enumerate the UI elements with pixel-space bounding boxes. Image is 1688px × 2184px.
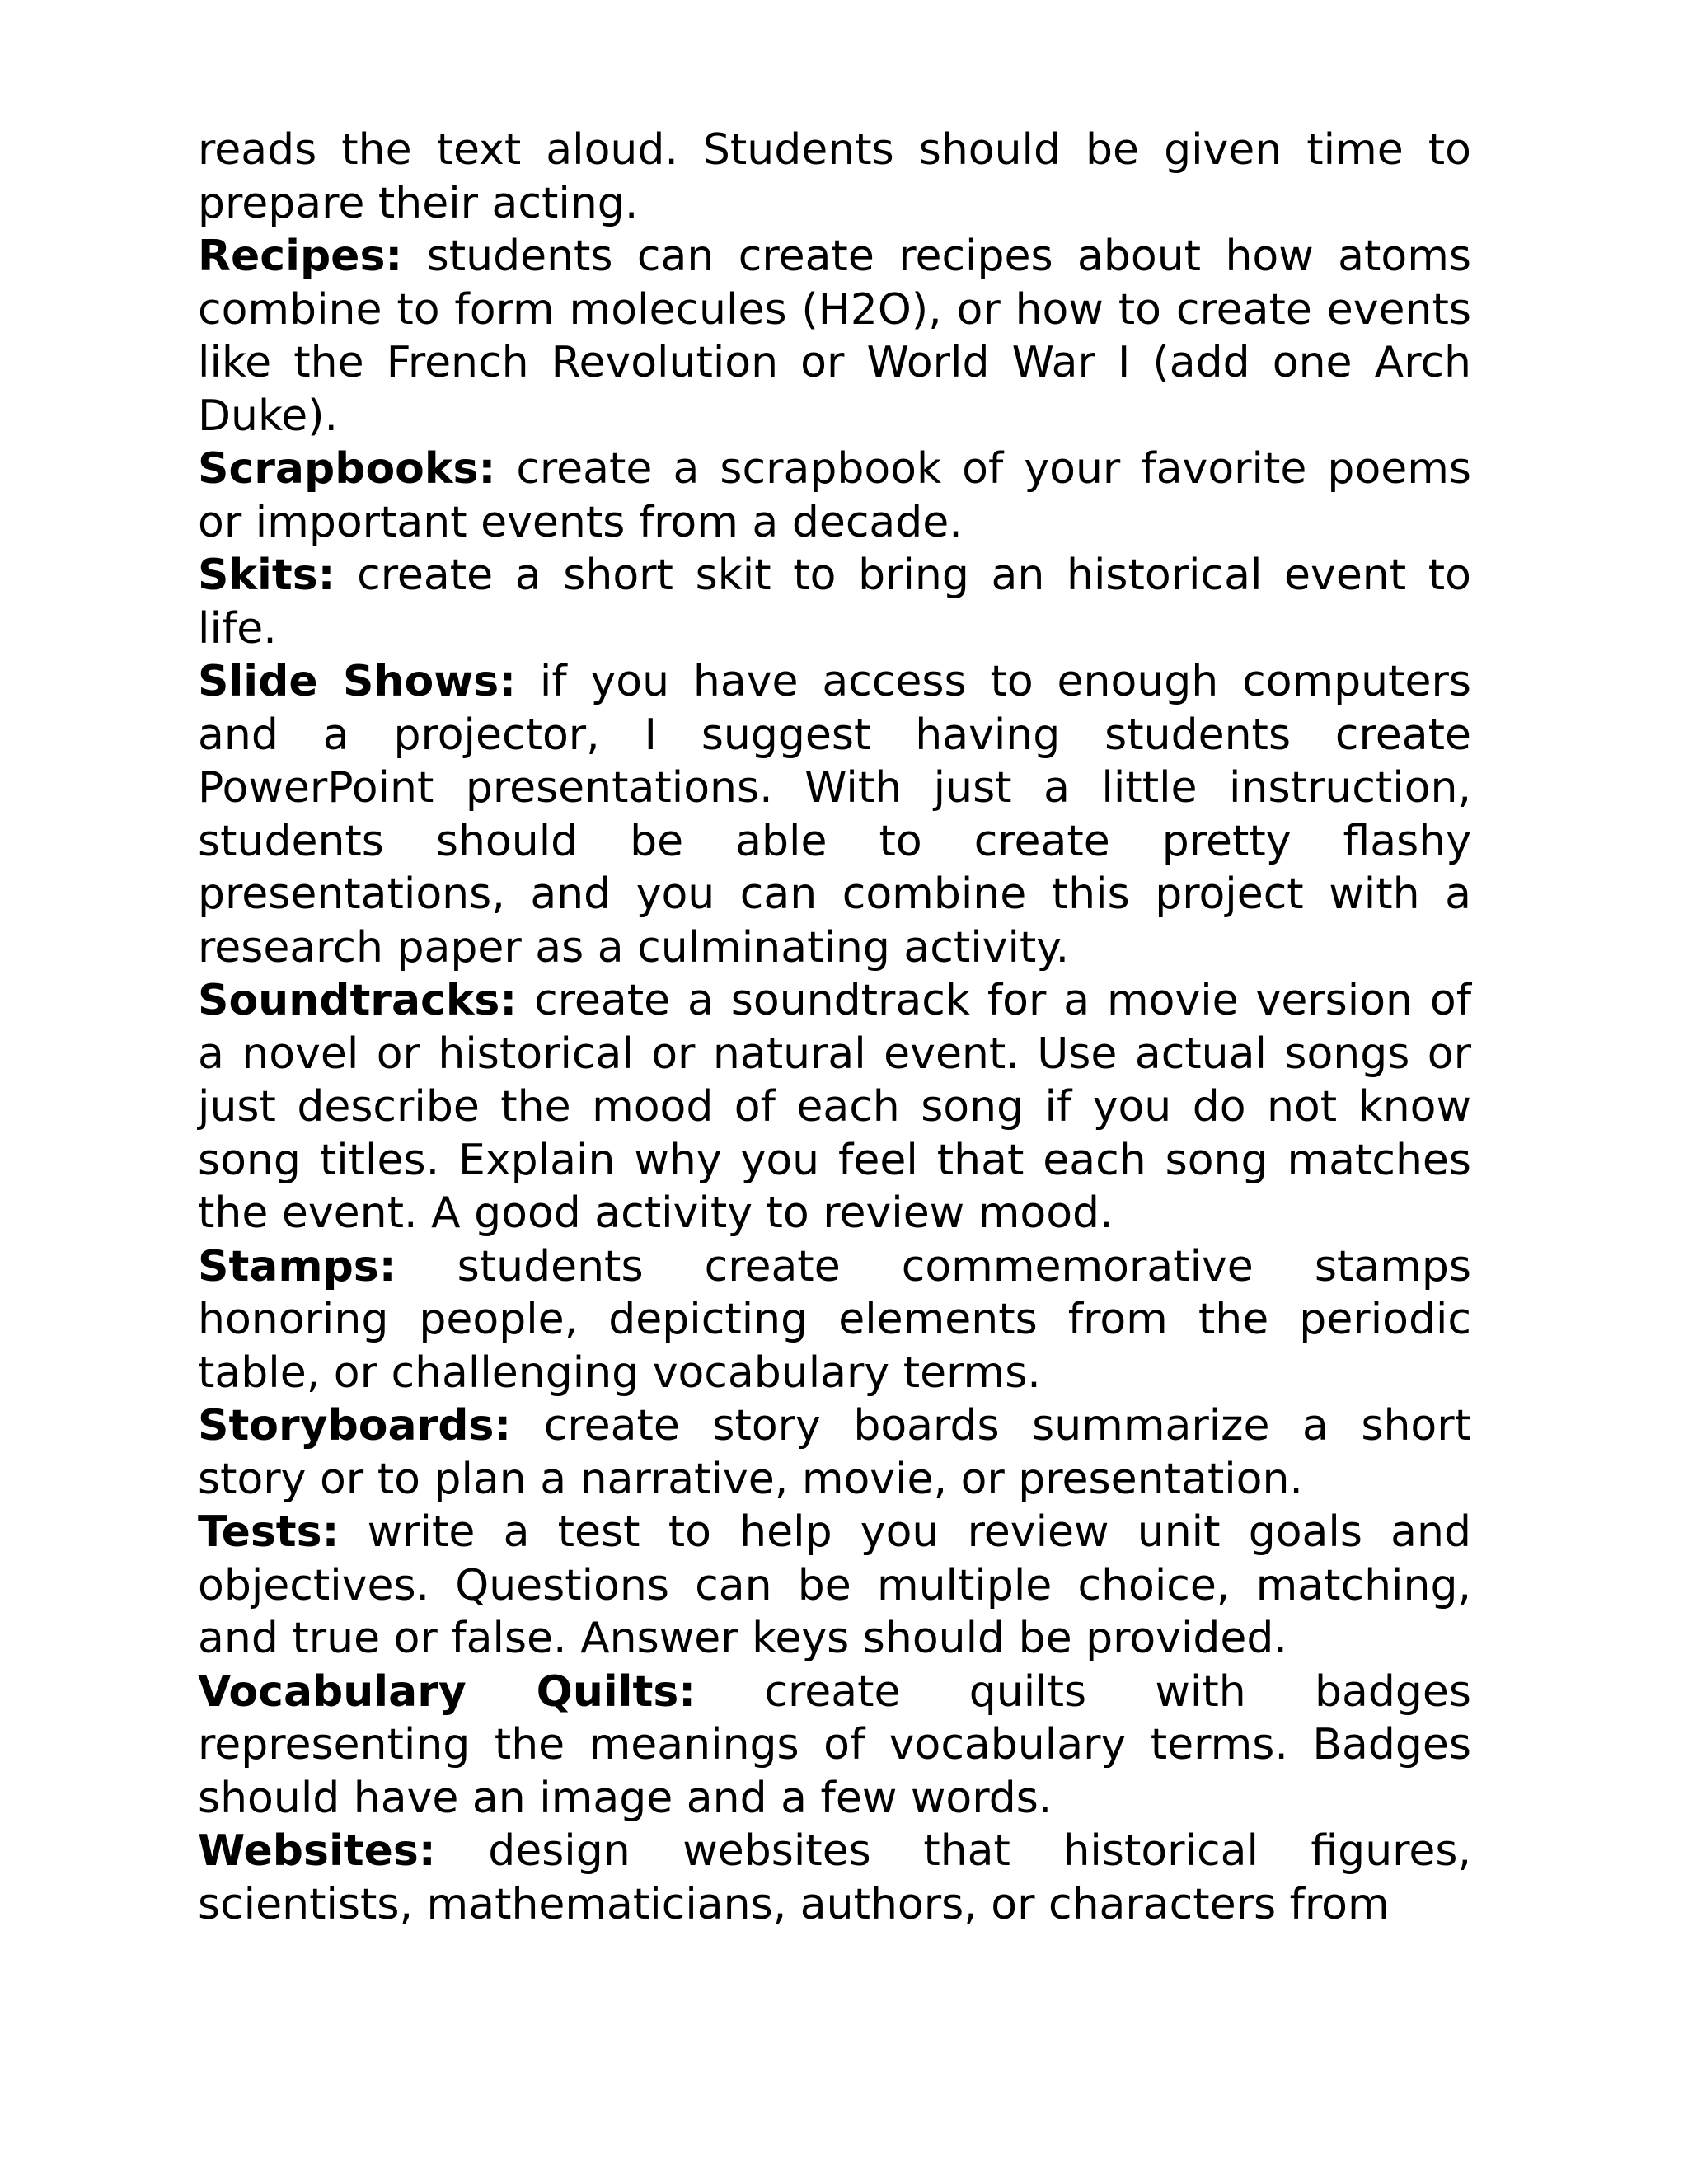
entry-tests [198,1506,1471,1666]
entry-recipes [198,230,1471,443]
entry-term: Slide Shows: [198,657,517,706]
entry-scrapbooks [198,443,1471,549]
entry-text: write a test to help you review unit goals and objectives. Questions can be multiple choice, matching, and true or false. Answer keys should be provided. [198,1507,1472,1663]
intro-paragraph [198,124,1471,230]
entry-text: design websites that historical figures, scientists, mathematicians, authors, or characters from [198,1826,1471,1929]
entry-text: create story boards summarize a short story or to plan a narrative, movie, or presentation. [198,1401,1471,1504]
entry-text: if you have access to enough computers and a projector, I suggest having students create PowerPoint presentations. With just a little instruction, students should be able to create pretty flashy presentations, and you can combine this project with a research paper as a culminating activity. [198,657,1471,972]
entry-storyboards [198,1399,1471,1506]
entry-websites [198,1825,1471,1931]
entry-text: create a scrapbook of your favorite poems or important events from a decade. [198,444,1471,547]
entry-term: Scrapbooks: [198,444,496,494]
entry-soundtracks [198,974,1471,1240]
entry-term: Storyboards: [198,1401,512,1451]
entry-text: create a soundtrack for a movie version of a novel or historical or natural event. Use actual songs or just describe the mood of each song if you do not know song titles. Explain why you feel that each song matches the event. A good activity to review mood. [198,976,1472,1238]
entry-vocabulary-quilts [198,1666,1471,1825]
entry-text: create quilts with badges representing the meanings of vocabulary terms. Badges should have an image and a few words. [198,1666,1471,1823]
entry-term: Stamps: [198,1241,396,1291]
entry-text: create a short skit to bring an historical event to life. [198,551,1471,654]
entry-term: Soundtracks: [198,976,518,1025]
intro-text: reads the text aloud. Students should be given time to prepare their acting. [198,125,1471,228]
entry-text: students can create recipes about how atoms combine to form molecules (H2O), or how to create events like the French Revolution or World War I (add one Arch Duke). [198,232,1471,441]
entry-term: Websites: [198,1826,436,1876]
entry-term: Recipes: [198,232,403,281]
entry-text: students create commemorative stamps honoring people, depicting elements from the periodic table, or challenging vocabulary terms. [198,1241,1471,1398]
entry-term: Vocabulary Quilts: [198,1666,696,1717]
entry-stamps [198,1240,1471,1400]
entry-slide-shows [198,655,1471,974]
document-body [198,124,1471,1931]
entry-skits [198,549,1471,655]
entry-term: Skits: [198,551,335,600]
entry-term: Tests: [198,1507,340,1557]
